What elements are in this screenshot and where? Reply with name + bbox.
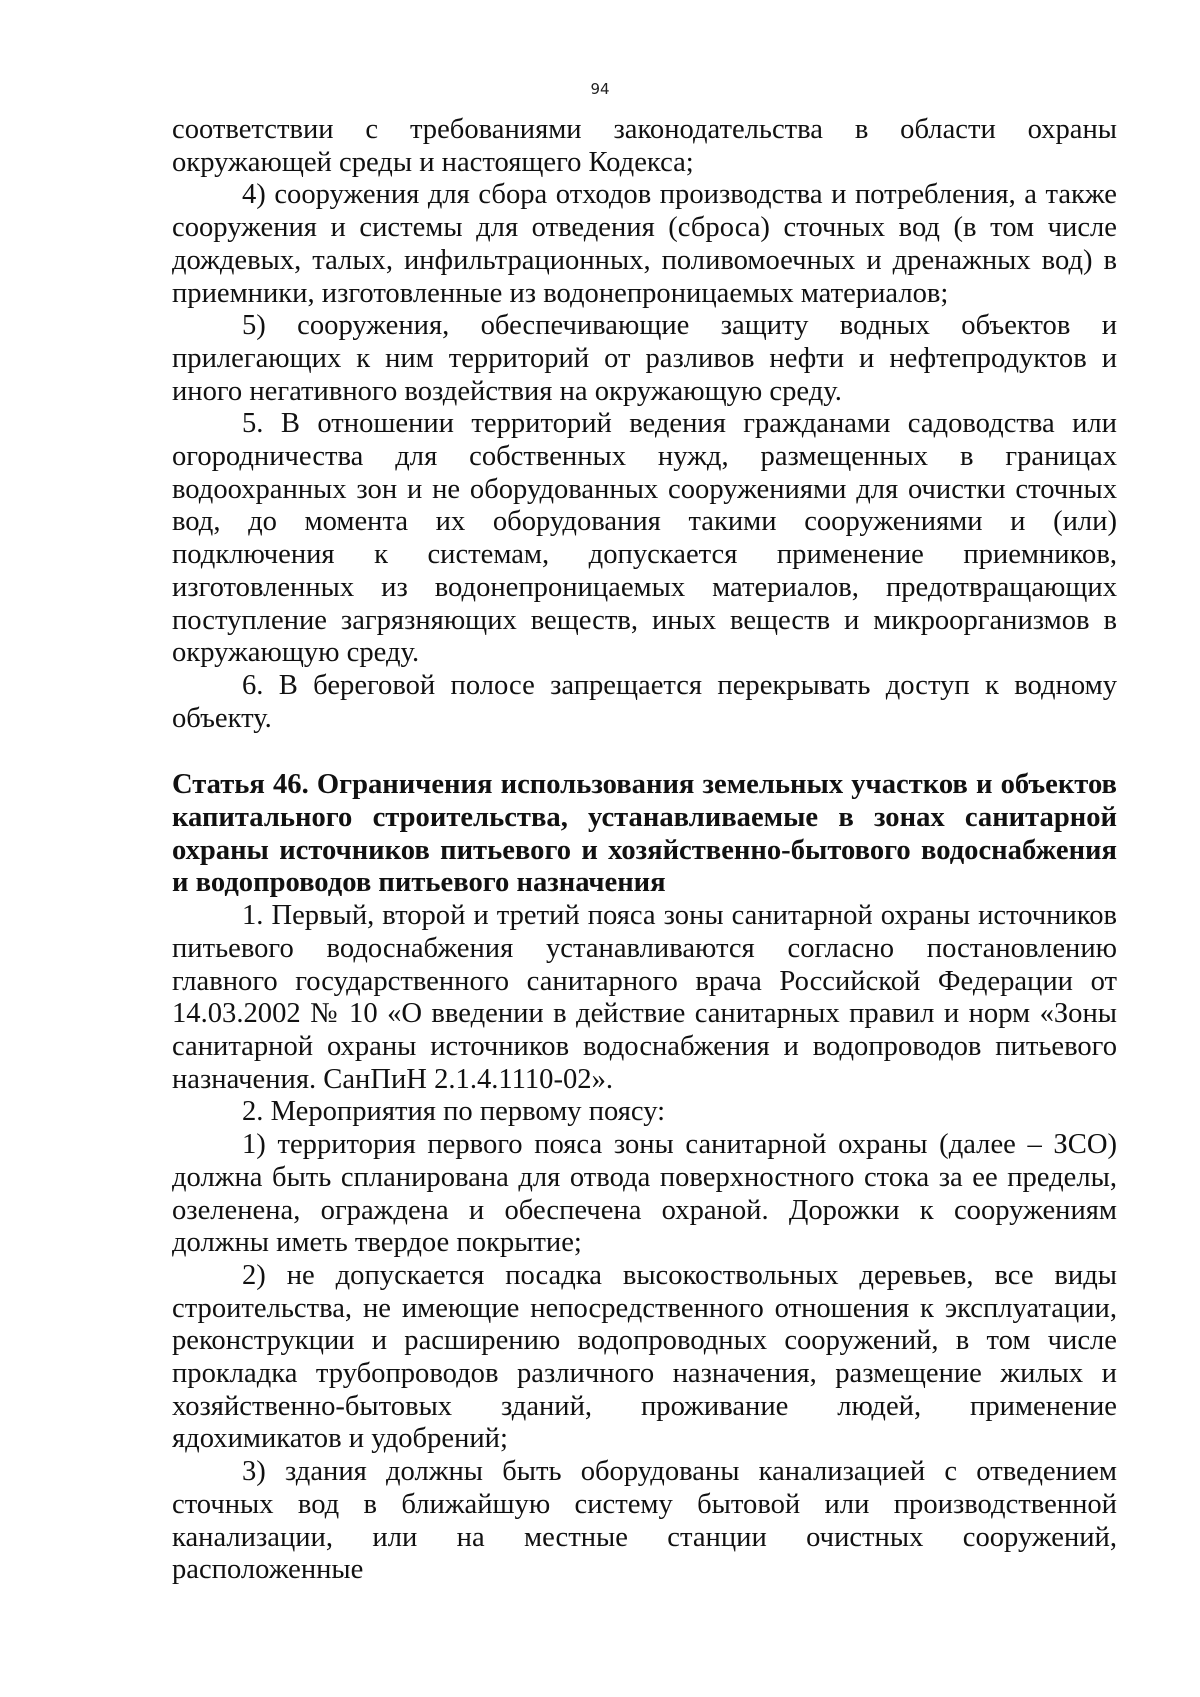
article-paragraph-2: 2. Мероприятия по первому поясу: bbox=[242, 1096, 666, 1128]
article-item-3: 3) здания должны быть оборудованы канализацией с отведением сточных вод в ближайшую систему бытовой или производственной канализации, или на местные станции очистных сооружений, расположенные bbox=[172, 1456, 1117, 1586]
page-number: 94 bbox=[590, 80, 610, 98]
article-paragraph-1: 1. Первый, второй и третий пояса зоны санитарной охраны источников питьевого водоснабжения устанавливаются согласно постановлению главного государственного санитарного врача Российской Федерации от 14.03.2002 № 10 «О введении в действие санитарных правил и норм «Зоны санитарной охраны источников водоснабжения и водопроводов питьевого назначения. СанПиН 2.1.4.1110-02». bbox=[172, 900, 1117, 1095]
article-heading: Статья 46. Ограничения использования земельных участков и объектов капитального строительства, устанавливаемые в зонах санитарной охраны источников питьевого и хозяйственно-бытового водоснабжения и водопроводов питьевого назначения bbox=[172, 769, 1117, 899]
paragraph-item-4: 4) сооружения для сбора отходов производства и потребления, а также сооружения и системы для отведения (сброса) сточных вод (в том числе дождевых, талых, инфильтрационных, поливомоечных и дренажных вод) в приемники, изготовленные из водонепроницаемых материалов; bbox=[172, 179, 1117, 309]
paragraph-continuation: соответствии с требованиями законодательства в области охраны окружающей среды и настоящего Кодекса; bbox=[172, 114, 1117, 178]
paragraph-item-5: 5) сооружения, обеспечивающие защиту водных объектов и прилегающих к ним территорий от разливов нефти и нефтепродуктов и иного негативного воздействия на окружающую среду. bbox=[172, 310, 1117, 407]
paragraph-clause-6: 6. В береговой полосе запрещается перекрывать доступ к водному объекту. bbox=[172, 669, 1117, 734]
article-item-2: 2) не допускается посадка высокоствольных деревьев, все виды строительства, не имеющие непосредственного отношения к эксплуатации, реконструкции и расширению водопроводных сооружений, в том числе прокладка трубопроводов различного назначения, размещение жилых и хозяйственно-бытовых зданий, проживание людей, применение ядохимикатов и удобрений; bbox=[172, 1259, 1117, 1455]
article-item-1: 1) территория первого пояса зоны санитарной охраны (далее – ЗСО) должна быть спланирована для отвода поверхностного стока за ее пределы, озеленена, ограждена и обеспечена охраной. Дорожки к сооружениям должны иметь твердое покрытие; bbox=[172, 1129, 1117, 1259]
document-body bbox=[172, 114, 1117, 1587]
paragraph-clause-5: 5. В отношении территорий ведения гражданами садоводства или огородничества для собственных нужд, размещенных в границах водоохранных зон и не оборудованных сооружениями для очистки сточных вод, до момента их оборудования такими сооружениями и (или) подключения к системам, допускается применение приемников, изготовленных из водонепроницаемых материалов, предотвращающих поступление загрязняющих веществ, иных веществ и микроорганизмов в окружающую среду. bbox=[172, 408, 1117, 669]
